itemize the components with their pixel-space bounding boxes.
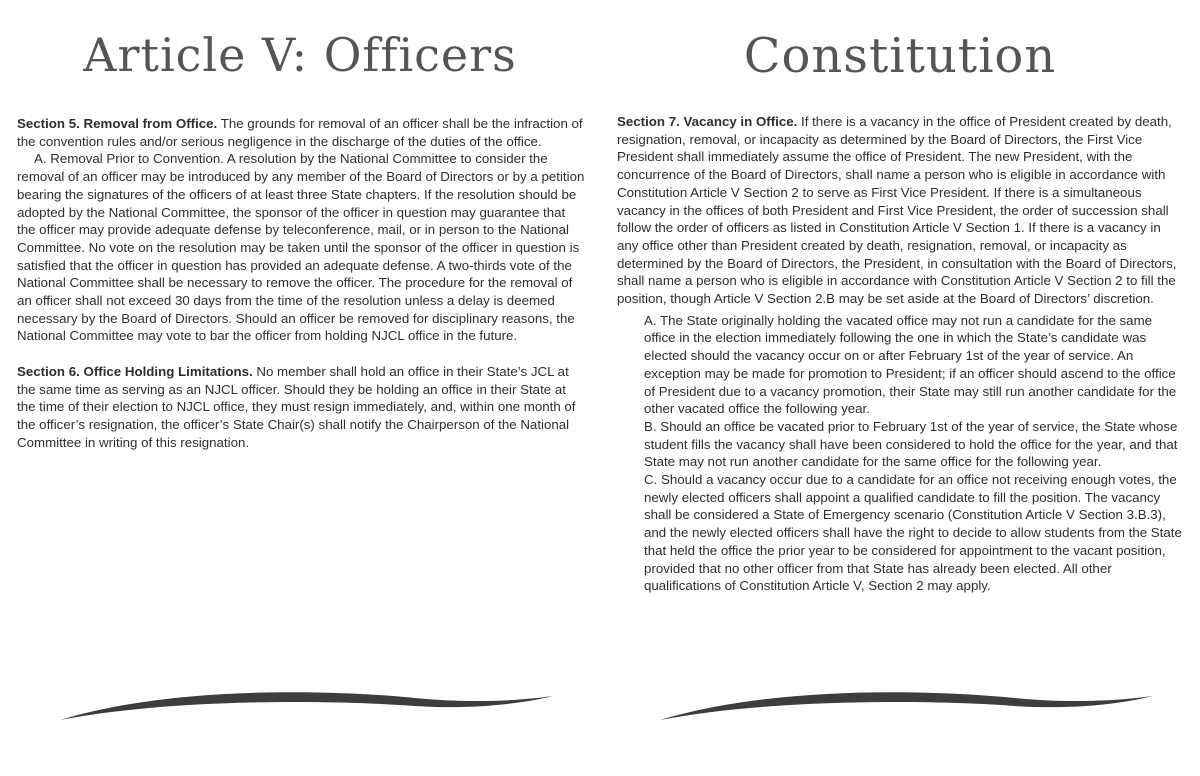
section-7-subsection-c: C. Should a vacancy occur due to a candidate for an office not receiving enough votes, the newly elected officers shall appoint a qualified candidate to fill the position. The vacancy shall be considered a State of Emergency scenario (Constitution Article V Section 3.B.3), and the newly elected officers shall have the right to decide to allow students from the State that held the office the prior year to be considered for appointment to the vacant position, provided that no other officer from that State has already been elected. All other qualifications of Constitution Article V, Section 2 may apply. bbox=[644, 472, 1182, 594]
body-text bbox=[617, 113, 1182, 595]
page-title: Article V: Officers bbox=[83, 28, 517, 82]
section-5-paragraph bbox=[17, 115, 587, 150]
section-5-heading: Section 5. Removal from Office. bbox=[17, 116, 218, 131]
decorative-swoosh bbox=[55, 690, 555, 730]
section-7-subsection-b: B. Should an office be vacated prior to February 1st of the year of service, the State whose student fills the vacancy shall have been considered to hold the office for the year, and that State may not run another candidate for the same office for the following year. bbox=[644, 418, 1178, 470]
body-text bbox=[17, 115, 587, 451]
section-6-heading: Section 6. Office Holding Limitations. bbox=[17, 363, 253, 379]
section-7-paragraph bbox=[617, 113, 1182, 308]
section-5-text: The grounds for removal of an officer shall be the infraction of the convention rules and/or serious negligence in the discharge of the duties of the office. bbox=[17, 116, 583, 149]
section-7-subsection-a: A. The State originally holding the vacated office may not run a candidate for the same office in the election immediately following the one in which the State’s candidate was elected should the vacancy occur on or after February 1st of the year of service. An exception may be made for promotion to President; if an officer should ascend to the office of President due to a vacancy promotion, their State may still run another candidate for the other vacated office the following year. bbox=[644, 312, 1177, 417]
section-6-text: No member shall hold an office in their State’s JCL at the same time as serving as an NJCL officer. Should they be holding an office in their State at the time of their election to NJCL office, they must resign immediately, and, within one month of the officer’s resignation, the officer’s State Chair(s) shall notify the Chairperson of the National Committee in writing of this resignation. bbox=[17, 363, 576, 450]
section-5-subsection-a: A. Removal Prior to Convention. A resolution by the National Committee to consider the removal of an officer may be introduced by any member of the Board of Directors or by a petition bearing the signatures of the officers of at least three State chapters. If the resolution should be adopted by the National Committee, the sponsor of the officer in question may guarantee that the officer may provide adequate defense by teleconference, mail, or in person to the National Committee. No vote on the resolution may be taken until the sponsor of the officer in question is satisfied that the officer in question has provided an adequate defense. A two-thirds vote of the National Committee shall be necessary to remove the officer. The procedure for the removal of an officer shall not exceed 30 days from the time of the resolution unless a delay is deemed necessary by the Board of Directors. Should an officer be removed for disciplinary reasons, the National Committee may vote to bar the officer from holding NJCL office in the future. bbox=[17, 151, 585, 344]
section-7-text: If there is a vacancy in the office of President created by death, resignation, removal, or incapacity as determined by the Board of Directors, the First Vice President shall immediately assume the office of President. The new President, with the concurrence of the Board of Directors, shall name a person who is eligible in accordance with Constitution Article V Section 2 to serve as First Vice President. If there is a simultaneous vacancy in the offices of both President and First Vice President, the order of succession shall follow the order of officers as listed in Constitution Article V Section 1. If there is a vacancy in any office other than President created by death, resignation, removal, or incapacity as determined by the Board of Directors, the President, in consultation with the Board of Directors, shall name a person who is eligible in accordance with Constitution Article V Section 2 to fill the position, though Article V Section 2.B may be set aside at the Board of Directors’ discretion. bbox=[617, 114, 1177, 307]
right-page bbox=[600, 0, 1200, 776]
decorative-swoosh bbox=[655, 690, 1155, 730]
section-7-heading: Section 7. Vacancy in Office. bbox=[617, 114, 798, 129]
section-6-paragraph bbox=[17, 363, 587, 452]
page-title: Constitution bbox=[743, 28, 1057, 84]
